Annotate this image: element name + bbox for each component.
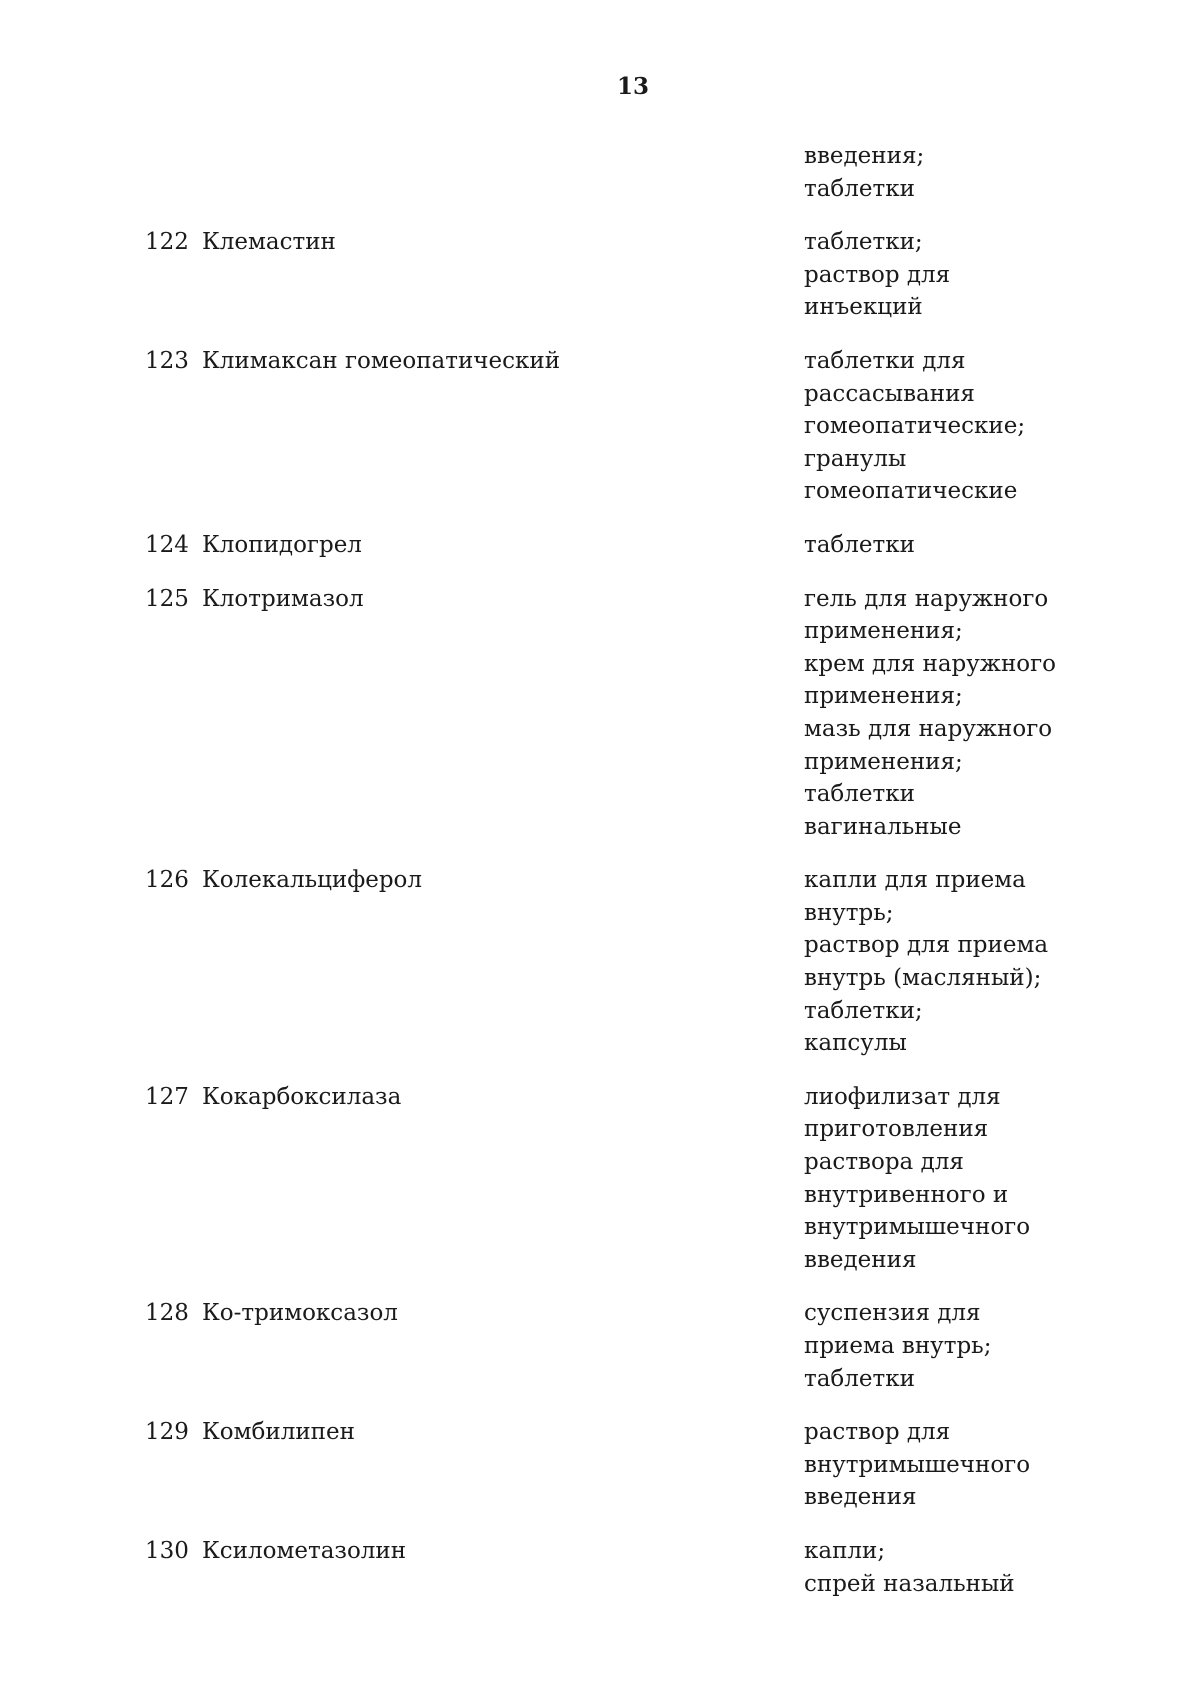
drug-name: Клопидогрел <box>202 531 362 558</box>
dosage-form-line: гель для наружного <box>804 585 1049 612</box>
row-number: 129 <box>145 1419 189 1446</box>
drug-name: Климаксан гомеопатический <box>202 347 561 374</box>
dosage-forms <box>804 226 1184 324</box>
dosage-form-line: применения; <box>804 748 963 775</box>
dosage-form-line: лиофилизат для <box>804 1083 1001 1110</box>
dosage-forms <box>804 1416 1184 1514</box>
dosage-form-line: таблетки для <box>804 347 966 374</box>
row-number: 122 <box>145 229 189 256</box>
dosage-form-line: таблетки; <box>804 229 923 256</box>
table-row-carryover <box>0 140 1200 205</box>
dosage-forms <box>804 140 1184 205</box>
dosage-forms <box>804 583 1184 844</box>
drug-name: Ко-тримоксазол <box>202 1300 398 1327</box>
dosage-form-line: инъекций <box>804 294 923 321</box>
dosage-form-line: приготовления <box>804 1116 989 1143</box>
dosage-form-line: суспензия для <box>804 1300 981 1327</box>
dosage-form-line: спрей назальный <box>804 1570 1015 1597</box>
row-number: 128 <box>145 1300 189 1327</box>
drug-name: Ксилометазолин <box>202 1537 407 1564</box>
dosage-form-line: капсулы <box>804 1030 907 1057</box>
drug-name: Клотримазол <box>202 585 364 612</box>
dosage-form-line: таблетки <box>804 781 915 808</box>
dosage-form-line: гранулы <box>804 445 907 472</box>
row-number: 130 <box>145 1537 189 1564</box>
dosage-form-line: таблетки <box>804 531 915 558</box>
dosage-form-line: вагинальные <box>804 813 962 840</box>
dosage-form-line: раствора для <box>804 1149 964 1176</box>
drug-name: Клемастин <box>202 229 336 256</box>
row-number: 124 <box>145 531 189 558</box>
dosage-form-line: раствор для <box>804 1419 951 1446</box>
dosage-form-line: приема внутрь; <box>804 1333 992 1359</box>
row-number: 127 <box>145 1083 189 1110</box>
dosage-forms <box>804 1081 1184 1277</box>
dosage-form-line: капли; <box>804 1537 886 1564</box>
dosage-form-line: капли для приема <box>804 867 1026 894</box>
dosage-form-line: введения <box>804 1246 917 1273</box>
dosage-forms <box>804 864 1184 1060</box>
table-row <box>0 1416 1200 1514</box>
table-row <box>0 1081 1200 1277</box>
dosage-form-line: гомеопатические <box>804 478 1018 505</box>
dosage-form-line: раствор для <box>804 261 951 288</box>
dosage-forms <box>804 1297 1184 1395</box>
dosage-form-line: применения; <box>804 618 963 645</box>
dosage-form-line: внутримышечного <box>804 1214 1031 1241</box>
dosage-form-line: внутрь (масляный); <box>804 965 1042 992</box>
table-row <box>0 864 1200 1060</box>
drug-name: Комбилипен <box>202 1419 355 1446</box>
table-row <box>0 1297 1200 1395</box>
dosage-forms <box>804 345 1184 508</box>
table-row <box>0 226 1200 324</box>
dosage-form-line: введения; <box>804 143 925 169</box>
dosage-form-line: таблетки <box>804 1365 915 1392</box>
dosage-forms <box>804 529 1184 562</box>
dosage-form-line: таблетки; <box>804 997 923 1024</box>
dosage-form-line: таблетки <box>804 175 915 202</box>
dosage-form-line: мазь для наружного <box>804 715 1053 742</box>
dosage-forms <box>804 1535 1184 1600</box>
dosage-form-line: применения; <box>804 683 963 710</box>
dosage-form-line: внутривенного и <box>804 1181 1009 1208</box>
dosage-form-line: внутрь; <box>804 899 894 926</box>
row-number: 123 <box>145 347 189 374</box>
page-number: 13 <box>616 73 649 100</box>
row-number: 125 <box>145 585 189 612</box>
dosage-form-line: раствор для приема <box>804 932 1049 959</box>
dosage-form-line: внутримышечного <box>804 1451 1031 1478</box>
table-row <box>0 345 1200 508</box>
drug-name: Колекальциферол <box>202 867 423 894</box>
dosage-form-line: введения <box>804 1484 917 1511</box>
dosage-form-line: рассасывания <box>804 380 975 407</box>
drug-name: Кокарбоксилаза <box>202 1083 402 1110</box>
drug-table <box>0 140 1200 1621</box>
table-row <box>0 583 1200 844</box>
dosage-form-line: крем для наружного <box>804 650 1057 677</box>
dosage-form-line: гомеопатические; <box>804 413 1026 440</box>
row-number: 126 <box>145 867 189 894</box>
table-row <box>0 529 1200 562</box>
table-row <box>0 1535 1200 1600</box>
